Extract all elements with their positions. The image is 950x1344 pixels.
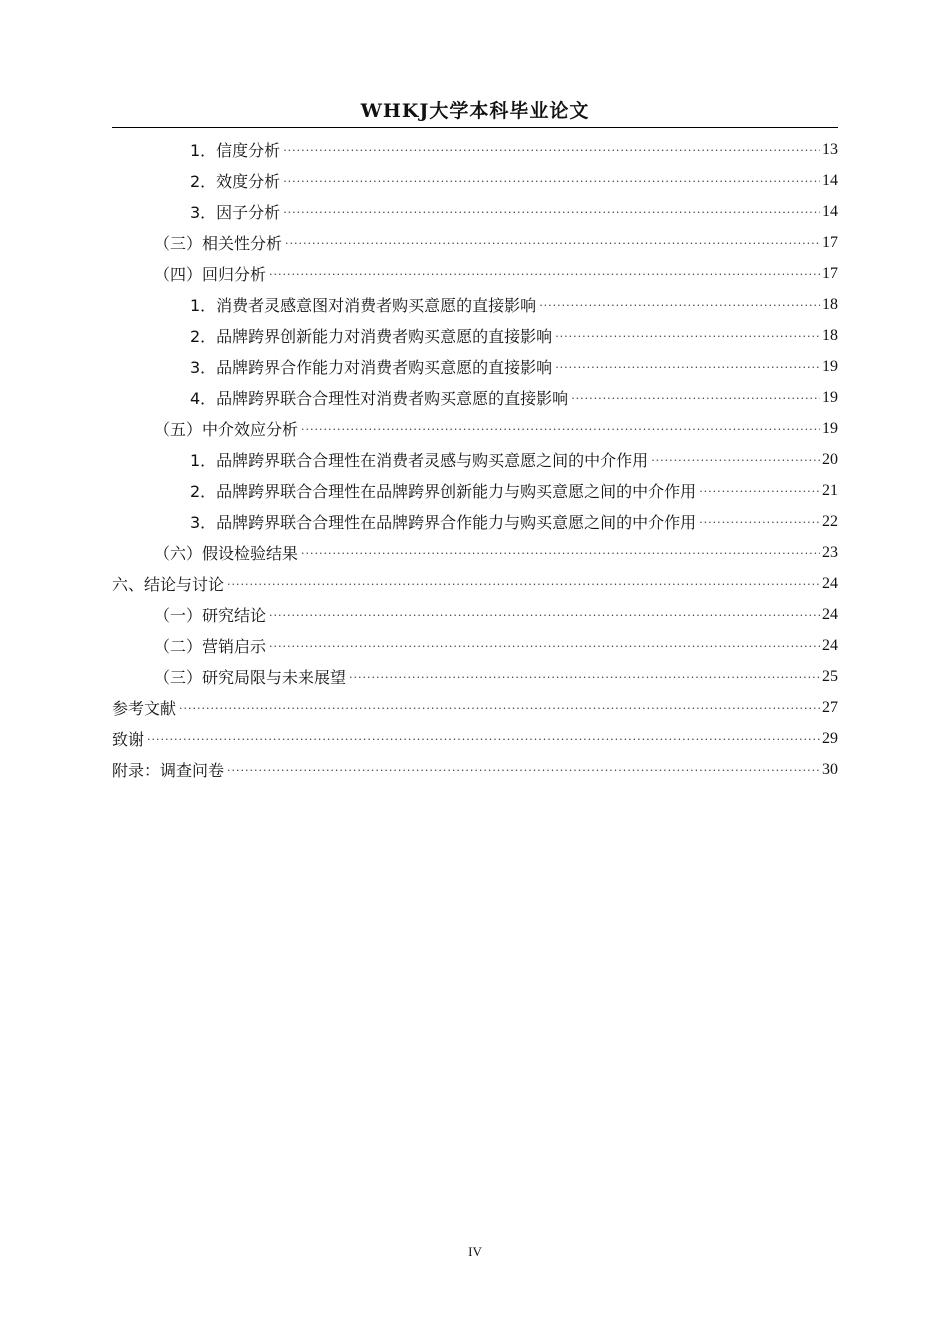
toc-leader-dots xyxy=(285,236,820,250)
toc-entry[interactable] xyxy=(112,382,838,413)
toc-page-number: 14 xyxy=(822,202,838,220)
toc-entry[interactable] xyxy=(112,289,838,320)
header-title: WHKJ大学本科毕业论文 xyxy=(360,100,590,122)
toc-entry-title: （二）营销启示 xyxy=(154,637,267,656)
toc-entry-title: 1．品牌跨界联合合理性在消费者灵感与购买意愿之间的中介作用 xyxy=(190,451,649,470)
toc-page-number: 23 xyxy=(822,543,838,561)
toc-leader-dots xyxy=(539,298,820,312)
toc-entry[interactable] xyxy=(112,475,838,506)
toc-entry-title: 3．因子分析 xyxy=(190,203,281,222)
toc-entry-title: 2．品牌跨界联合合理性在品牌跨界创新能力与购买意愿之间的中介作用 xyxy=(190,482,697,501)
toc-entry[interactable] xyxy=(112,692,838,723)
toc-entry[interactable] xyxy=(112,506,838,537)
toc-leader-dots xyxy=(283,205,820,219)
toc-entry[interactable] xyxy=(112,630,838,661)
toc-entry-title: 3．品牌跨界联合合理性在品牌跨界合作能力与购买意愿之间的中介作用 xyxy=(190,513,697,532)
toc-entry[interactable] xyxy=(112,599,838,630)
toc-page-number: 19 xyxy=(822,357,838,375)
toc-entry-title: （五）中介效应分析 xyxy=(154,420,299,439)
toc-entry[interactable] xyxy=(112,413,838,444)
toc-entry-title: 3．品牌跨界合作能力对消费者购买意愿的直接影响 xyxy=(190,358,553,377)
toc-entry[interactable] xyxy=(112,568,838,599)
toc-leader-dots xyxy=(555,360,820,374)
toc-page-number: 19 xyxy=(822,388,838,406)
toc-page-number: 14 xyxy=(822,171,838,189)
toc-entry-title: 1．消费者灵感意图对消费者购买意愿的直接影响 xyxy=(190,296,537,315)
toc-entry-title: 2．品牌跨界创新能力对消费者购买意愿的直接影响 xyxy=(190,327,553,346)
toc-page-number: 21 xyxy=(822,481,838,499)
toc-leader-dots xyxy=(571,391,820,405)
toc-leader-dots xyxy=(301,546,820,560)
toc-page-number: 27 xyxy=(822,698,838,716)
toc-entry[interactable] xyxy=(112,754,838,785)
toc-entry[interactable] xyxy=(112,661,838,692)
toc-leader-dots xyxy=(699,515,820,529)
toc-page-number: 29 xyxy=(822,729,838,747)
document-header xyxy=(0,96,950,123)
toc-leader-dots xyxy=(349,670,820,684)
toc-entry-title: 附录：调查问卷 xyxy=(112,761,225,780)
toc-entry[interactable] xyxy=(112,351,838,382)
toc-leader-dots xyxy=(283,174,820,188)
toc-entry-title: （三）相关性分析 xyxy=(154,234,283,253)
toc-page-number: 19 xyxy=(822,419,838,437)
toc-leader-dots xyxy=(269,608,820,622)
toc-page-number: 30 xyxy=(822,760,838,778)
toc-page-number: 17 xyxy=(822,264,838,282)
page-footer xyxy=(0,1244,950,1260)
toc-entry-title: （四）回归分析 xyxy=(154,265,267,284)
toc-entry[interactable] xyxy=(112,537,838,568)
toc-page-number: 22 xyxy=(822,512,838,530)
toc-entry[interactable] xyxy=(112,320,838,351)
toc-page-number: 24 xyxy=(822,636,838,654)
toc-leader-dots xyxy=(147,732,820,746)
toc-leader-dots xyxy=(269,267,820,281)
toc-entry-title: 1．信度分析 xyxy=(190,141,281,160)
toc-page-number: 24 xyxy=(822,605,838,623)
toc-page-number: 17 xyxy=(822,233,838,251)
toc-page-number: 24 xyxy=(822,574,838,592)
toc-leader-dots xyxy=(699,484,820,498)
toc-entry-title: 致谢 xyxy=(112,730,145,749)
toc-entry[interactable] xyxy=(112,444,838,475)
toc-entry[interactable] xyxy=(112,723,838,754)
toc-page-number: 13 xyxy=(822,140,838,158)
footer-page-number: IV xyxy=(468,1244,482,1259)
toc-leader-dots xyxy=(227,763,820,777)
toc-page-number: 20 xyxy=(822,450,838,468)
toc-page-number: 25 xyxy=(822,667,838,685)
toc-entry-title: （一）研究结论 xyxy=(154,606,267,625)
toc-entry-title: 参考文献 xyxy=(112,699,177,718)
toc-entry-title: （三）研究局限与未来展望 xyxy=(154,668,347,687)
toc-entry[interactable] xyxy=(112,134,838,165)
toc-entry-title: （六）假设检验结果 xyxy=(154,544,299,563)
toc-entry[interactable] xyxy=(112,258,838,289)
header-rule xyxy=(112,127,838,128)
table-of-contents xyxy=(112,134,838,785)
toc-entry-title: 4．品牌跨界联合合理性对消费者购买意愿的直接影响 xyxy=(190,389,569,408)
toc-leader-dots xyxy=(227,577,820,591)
toc-entry-title: 2．效度分析 xyxy=(190,172,281,191)
toc-leader-dots xyxy=(651,453,820,467)
toc-leader-dots xyxy=(555,329,820,343)
toc-entry[interactable] xyxy=(112,196,838,227)
toc-leader-dots xyxy=(179,701,820,715)
toc-leader-dots xyxy=(301,422,820,436)
toc-entry[interactable] xyxy=(112,227,838,258)
toc-page-number: 18 xyxy=(822,326,838,344)
toc-leader-dots xyxy=(283,143,820,157)
toc-entry-title: 六、结论与讨论 xyxy=(112,575,225,594)
toc-page-number: 18 xyxy=(822,295,838,313)
toc-entry[interactable] xyxy=(112,165,838,196)
toc-leader-dots xyxy=(269,639,820,653)
